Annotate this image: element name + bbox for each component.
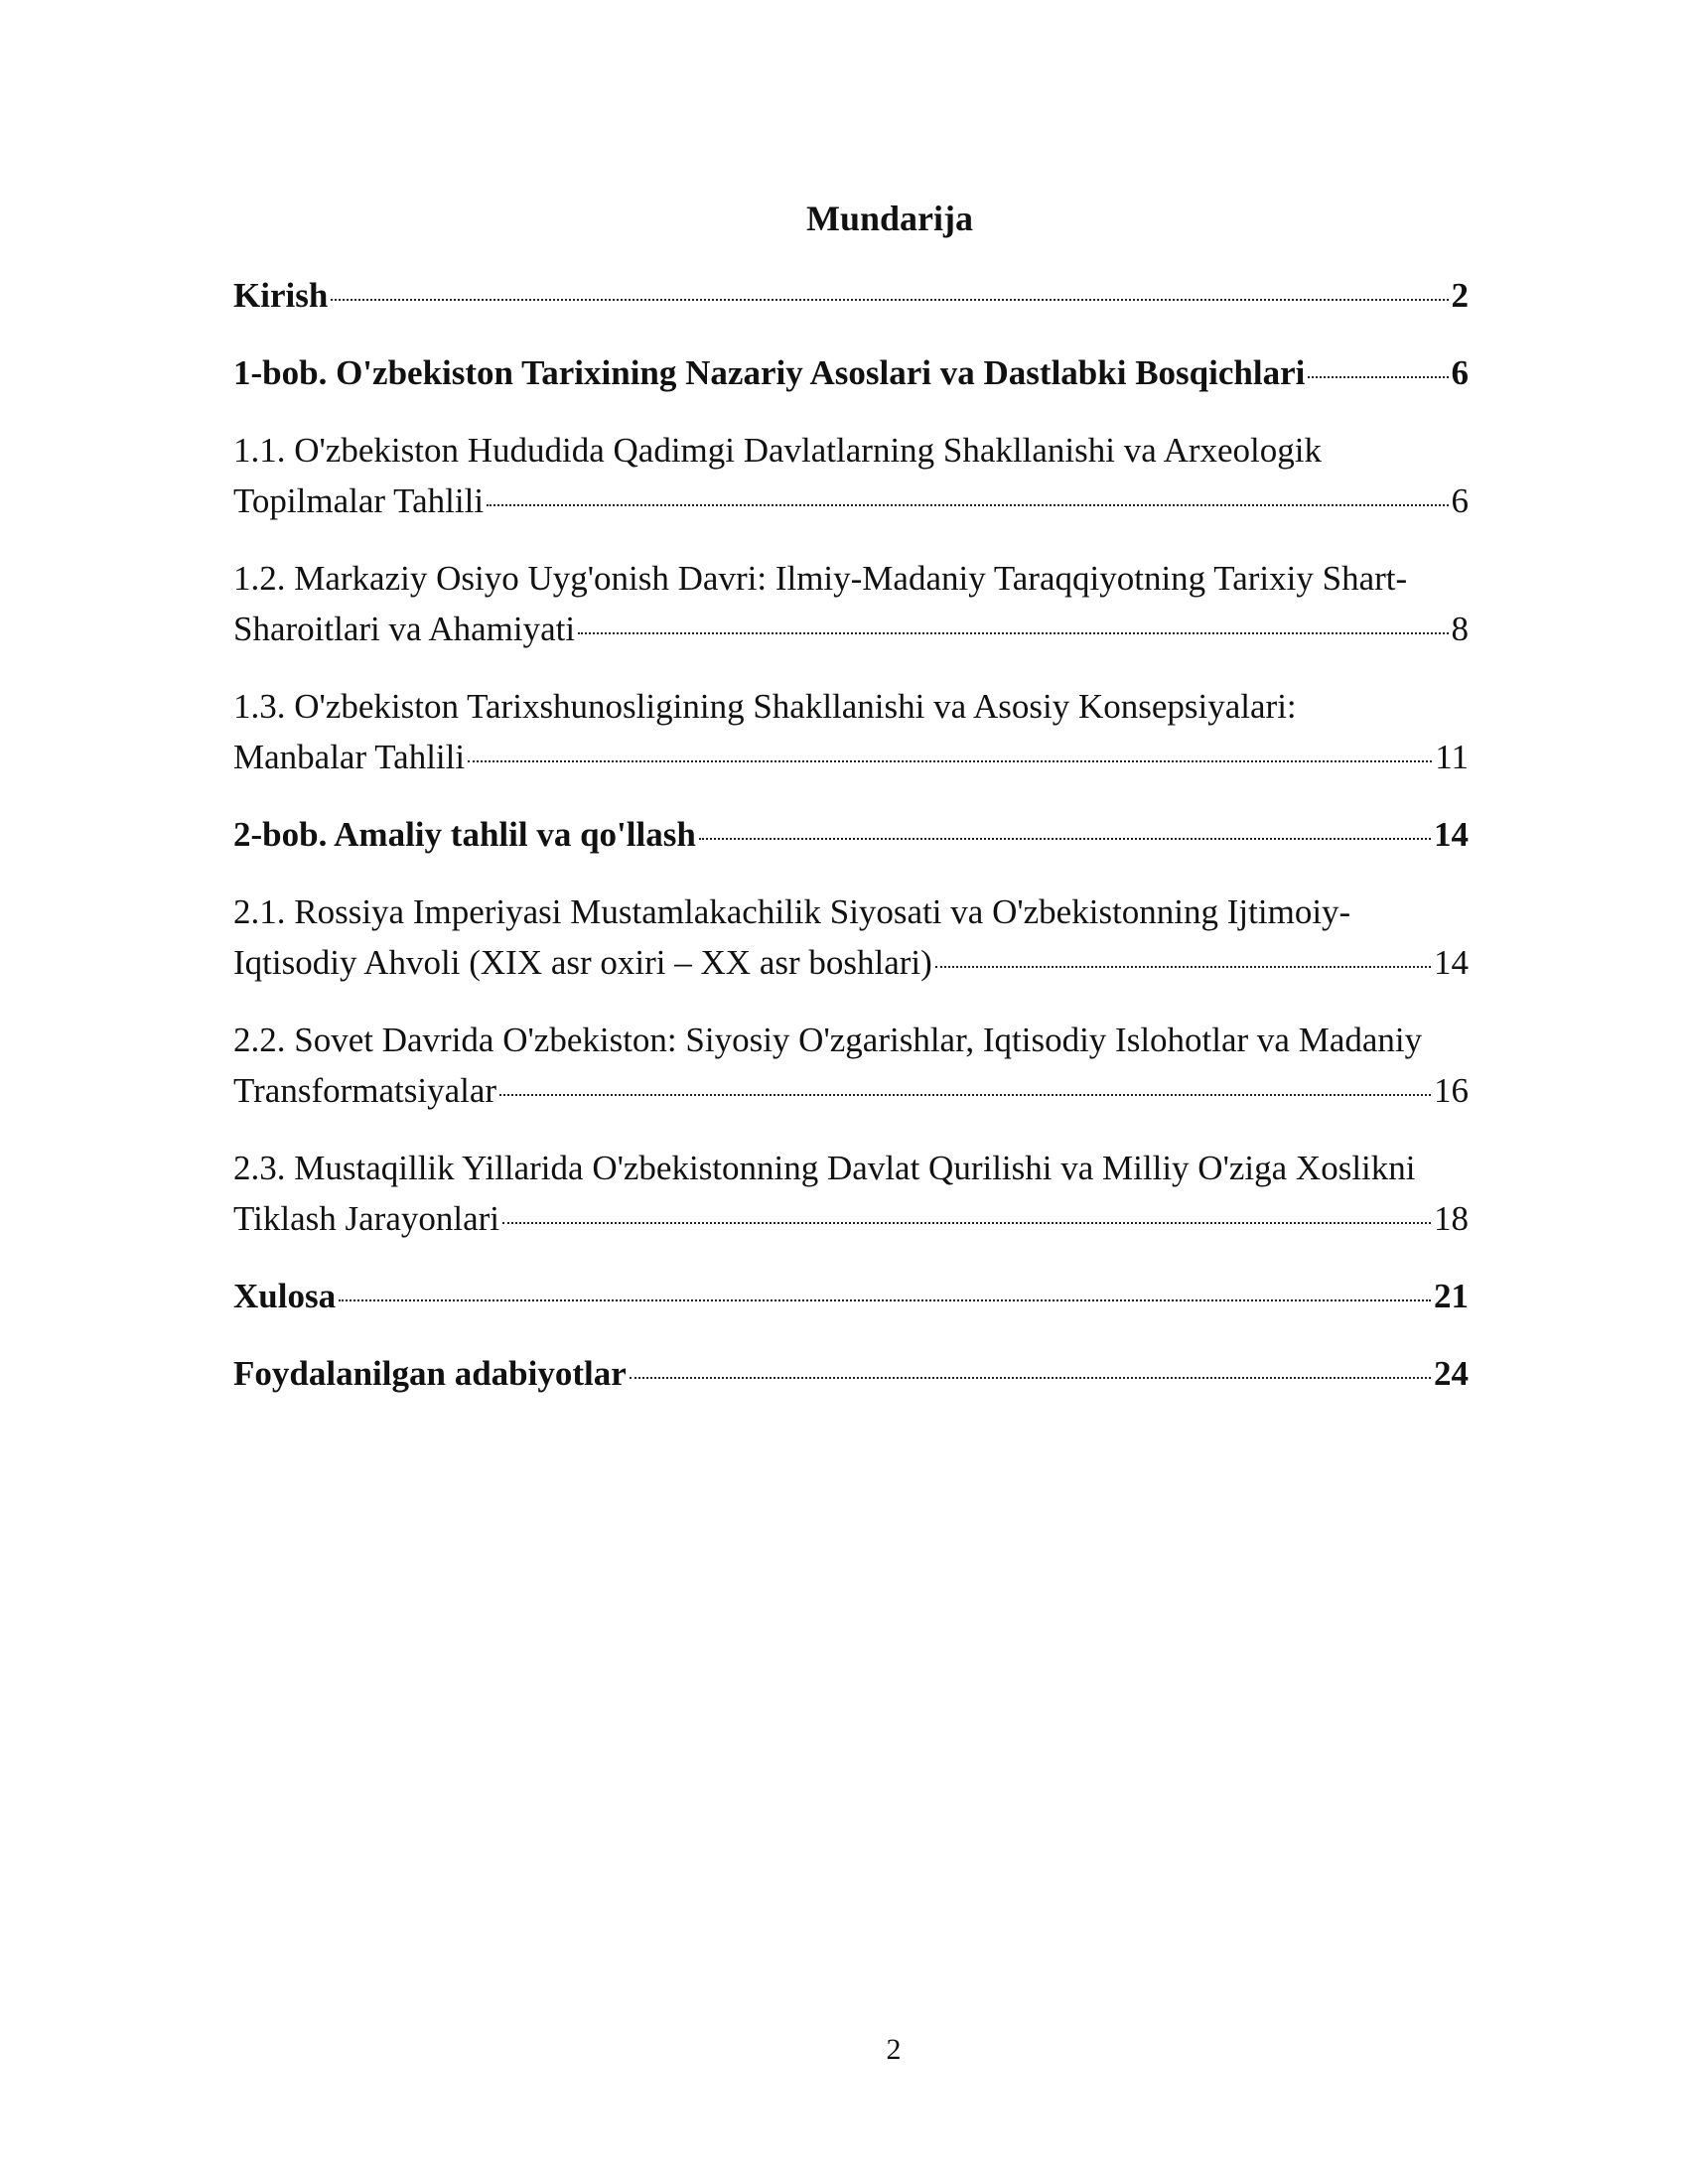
toc-entry-leader-row — [233, 1193, 1469, 1244]
dot-leader — [578, 632, 1448, 634]
toc-entry-text-line: 2.3. Mustaqillik Yillarida O'zbekistonning Davlat Qurilishi va Milliy O'ziga Xoslikni — [233, 1149, 1416, 1187]
toc-entry[interactable] — [233, 1348, 1469, 1399]
toc-entry-page-number: 24 — [1434, 1354, 1469, 1393]
toc-entry-page-number: 14 — [1434, 815, 1469, 854]
dot-leader — [468, 760, 1432, 762]
toc-entry-title: Transformatsiyalar — [233, 1071, 497, 1110]
table-of-contents — [233, 270, 1469, 1426]
toc-entry-leader-row — [233, 809, 1469, 860]
dot-leader — [331, 299, 1448, 301]
toc-entry-leader-row — [233, 347, 1469, 398]
toc-entry-page-number: 6 — [1451, 353, 1469, 392]
toc-entry-page-number: 8 — [1451, 610, 1469, 648]
dot-leader — [487, 504, 1448, 506]
toc-entry-page-number: 6 — [1451, 481, 1469, 520]
toc-entry[interactable] — [233, 270, 1469, 321]
toc-entry-text-line: 1.2. Markaziy Osiyo Uyg'onish Davri: Ilmiy-Madaniy Taraqqiyotning Tarixiy Shart- — [233, 559, 1408, 598]
toc-title: Mundarija — [805, 199, 973, 238]
dot-leader — [699, 838, 1431, 840]
toc-entry-title: Iqtisodiy Ahvoli (XIX asr oxiri – XX asr boshlari) — [233, 943, 932, 982]
toc-entry-leader-row — [233, 604, 1469, 654]
toc-entry-title: Xulosa — [233, 1277, 337, 1315]
toc-entry-title: Tiklash Jarayonlari — [233, 1199, 499, 1238]
page-number: 2 — [886, 2033, 902, 2066]
toc-entry-leader-row — [233, 1348, 1469, 1399]
toc-entry-page-number: 2 — [1451, 276, 1469, 315]
toc-entry[interactable] — [233, 347, 1469, 398]
toc-entry-leader-row — [233, 937, 1469, 988]
toc-entry[interactable] — [233, 809, 1469, 860]
toc-entry[interactable] — [233, 681, 1469, 782]
toc-entry[interactable] — [233, 1015, 1469, 1116]
toc-entry-page-number: 14 — [1434, 943, 1469, 982]
toc-entry-title: 2-bob. Amaliy tahlil va qo'llash — [233, 815, 696, 854]
dot-leader — [499, 1094, 1431, 1096]
dot-leader — [502, 1222, 1431, 1224]
toc-entry-title: Topilmalar Tahlili — [233, 481, 485, 520]
toc-entry-leader-row — [233, 1065, 1469, 1116]
toc-entry-page-number: 11 — [1435, 738, 1469, 776]
toc-entry-title: Manbalar Tahlili — [233, 738, 466, 776]
toc-entry-page-number: 16 — [1434, 1071, 1469, 1110]
toc-entry-text-line: 2.2. Sovet Davrida O'zbekiston: Siyosiy O'zgarishlar, Iqtisodiy Islohotlar va Madaniy — [233, 1021, 1423, 1059]
toc-entry-leader-row — [233, 270, 1469, 321]
toc-entry-title: 1-bob. O'zbekiston Tarixining Nazariy Asoslari va Dastlabki Bosqichlari — [233, 353, 1306, 392]
dot-leader — [935, 966, 1431, 968]
toc-entry-page-number: 21 — [1434, 1277, 1469, 1315]
toc-entry[interactable] — [233, 553, 1469, 654]
toc-entry[interactable] — [233, 425, 1469, 526]
toc-entry-text-line: 1.3. O'zbekiston Tarixshunosligining Shakllanishi va Asosiy Konsepsiyalari: — [233, 687, 1297, 726]
dot-leader — [630, 1377, 1431, 1379]
toc-entry-text-line: 1.1. O'zbekiston Hududida Qadimgi Davlatlarning Shakllanishi va Arxeologik — [233, 431, 1322, 470]
toc-entry-title: Sharoitlari va Ahamiyati — [233, 610, 576, 648]
toc-entry-leader-row — [233, 732, 1469, 782]
dot-leader — [1308, 376, 1448, 378]
toc-entry[interactable] — [233, 1271, 1469, 1321]
toc-entry-leader-row — [233, 476, 1469, 526]
toc-entry-text-line: 2.1. Rossiya Imperiyasi Mustamlakachilik Siyosati va O'zbekistonning Ijtimoiy- — [233, 892, 1351, 931]
toc-entry-title: Kirish — [233, 276, 329, 315]
toc-entry[interactable] — [233, 887, 1469, 988]
dot-leader — [339, 1299, 1431, 1301]
toc-entry-page-number: 18 — [1434, 1199, 1469, 1238]
toc-entry[interactable] — [233, 1143, 1469, 1244]
toc-entry-leader-row — [233, 1271, 1469, 1321]
toc-entry-title: Foydalanilgan adabiyotlar — [233, 1354, 627, 1393]
